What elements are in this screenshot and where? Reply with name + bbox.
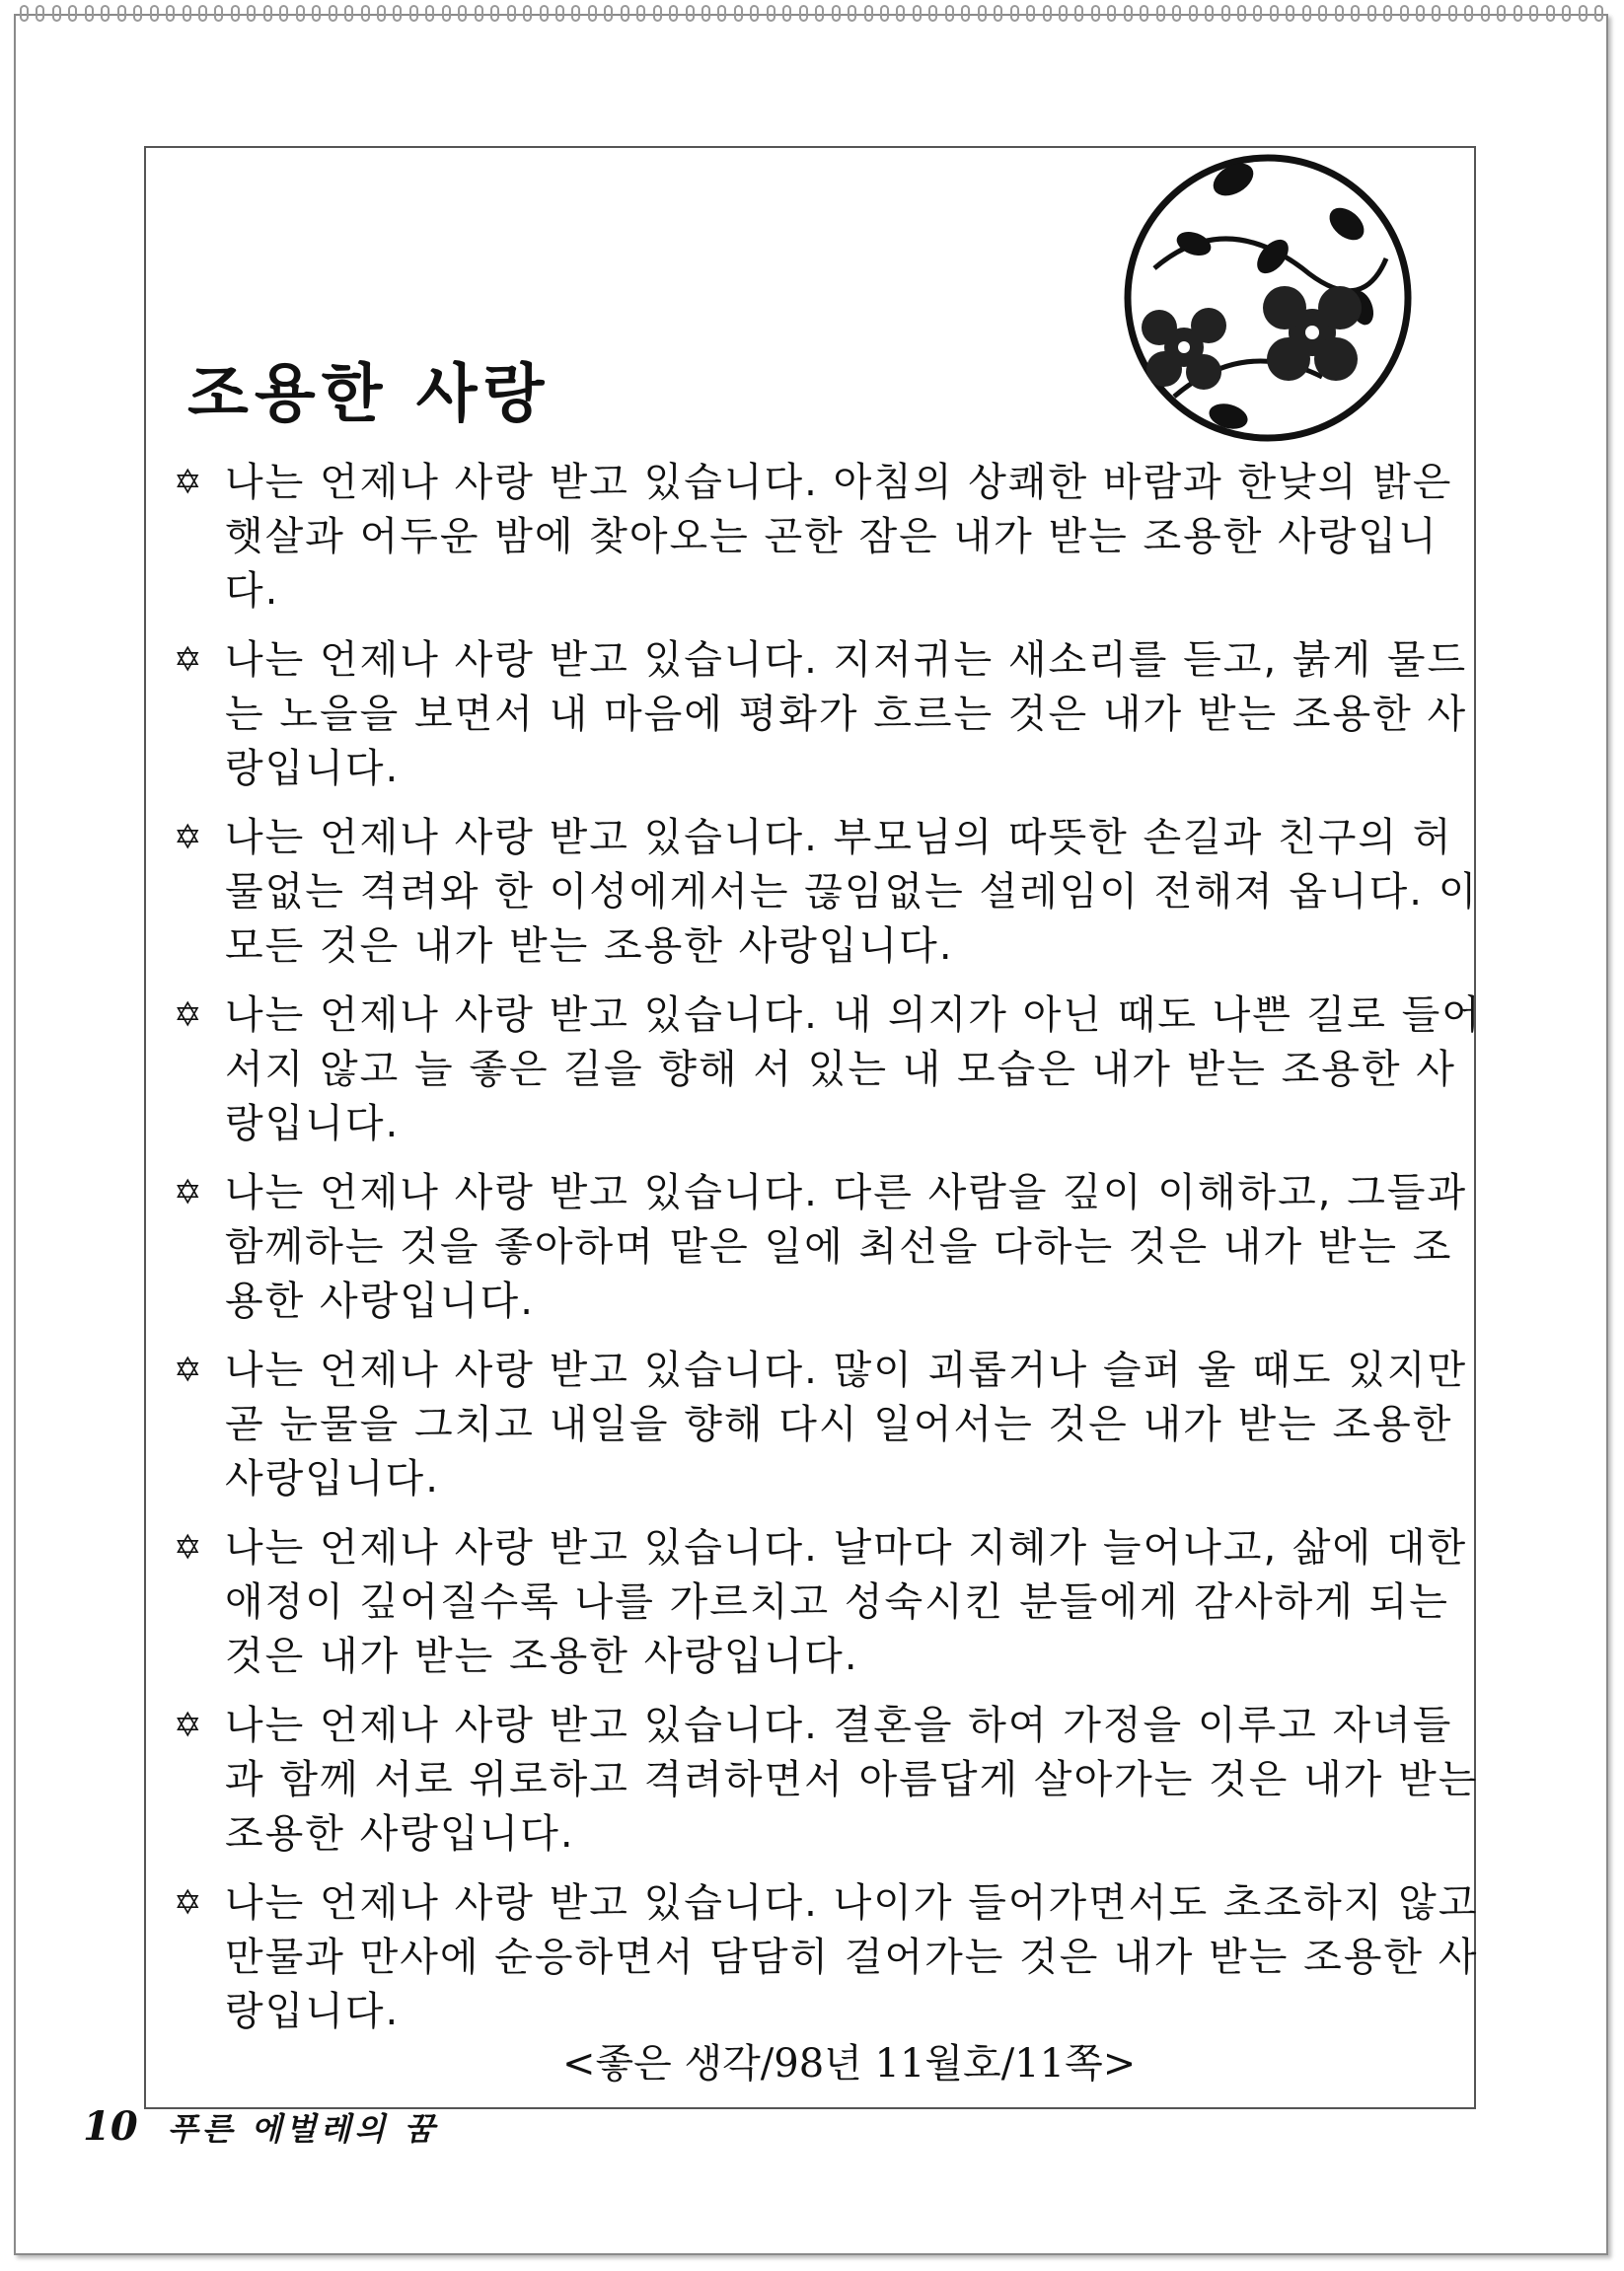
star-bullet-icon: ✡: [174, 818, 204, 857]
list-item: [174, 1344, 1486, 1521]
star-bullet-icon: ✡: [174, 1351, 204, 1390]
list-item: [174, 989, 1486, 1166]
page-number: 10: [83, 2103, 138, 2150]
star-bullet-icon: ✡: [174, 463, 204, 502]
spiral-binding: [20, 0, 1604, 26]
star-bullet-icon: ✡: [174, 1883, 204, 1923]
list-item: [174, 1521, 1486, 1699]
book-title: 푸른 에벌레의 꿈: [167, 2110, 439, 2148]
star-bullet-icon: ✡: [174, 640, 204, 680]
paragraph-list: [174, 456, 1486, 2054]
paragraph-text: 나는 언제나 사랑 받고 있습니다. 다른 사람을 깊이 이해하고, 그들과 함께하는 것을 좋아하며 맡은 일에 최선을 다하는 것은 내가 받는 조용한 사랑입니다.: [225, 1170, 1468, 1324]
list-item: [174, 1876, 1486, 2054]
star-bullet-icon: ✡: [174, 1173, 204, 1212]
star-bullet-icon: ✡: [174, 1528, 204, 1568]
list-item: [174, 633, 1486, 811]
list-item: [174, 1166, 1486, 1344]
citation: <좋은 생각/98년 11월호/11쪽>: [562, 2041, 1137, 2087]
paragraph-text: 나는 언제나 사랑 받고 있습니다. 내 의지가 아닌 때도 나쁜 길로 들어서지 않고 늘 좋은 길을 향해 서 있는 내 모습은 내가 받는 조용한 사랑입니다.: [225, 992, 1482, 1146]
paragraph-text: 나는 언제나 사랑 받고 있습니다. 나이가 들어가면서도 초조하지 않고 만물과 만사에 순응하면서 담담히 걸어가는 것은 내가 받는 조용한 사랑입니다.: [225, 1880, 1479, 2034]
paragraph-text: 나는 언제나 사랑 받고 있습니다. 많이 괴롭거나 슬퍼 울 때도 있지만 곧 눈물을 그치고 내일을 향해 다시 일어서는 것은 내가 받는 조용한 사랑입니다.: [225, 1348, 1468, 1502]
page-footer: [83, 2103, 438, 2150]
paragraph-text: 나는 언제나 사랑 받고 있습니다. 지저귀는 새소리를 듣고, 붉게 물드는 노을을 보면서 내 마음에 평화가 흐르는 것은 내가 받는 조용한 사랑입니다.: [225, 637, 1468, 791]
paragraph-text: 나는 언제나 사랑 받고 있습니다. 결혼을 하여 가정을 이루고 자녀들과 함께 서로 위로하고 격려하면서 아름답게 살아가는 것은 내가 받는 조용한 사랑입니다.: [225, 1703, 1479, 1857]
star-bullet-icon: ✡: [174, 1706, 204, 1745]
paragraph-text: 나는 언제나 사랑 받고 있습니다. 부모님의 따뜻한 손길과 친구의 허물없는 격려와 한 이성에게서는 끊임없는 설레임이 전해져 옵니다. 이 모든 것은 내가 받는 조용한 사랑입니다.: [225, 815, 1479, 969]
flower-illustration: [1115, 150, 1421, 446]
list-item: [174, 811, 1486, 989]
star-bullet-icon: ✡: [174, 995, 204, 1035]
paragraph-text: 나는 언제나 사랑 받고 있습니다. 날마다 지혜가 늘어나고, 삶에 대한 애정이 깊어질수록 나를 가르치고 성숙시킨 분들에게 감사하게 되는 것은 내가 받는 조용한 사랑입니다.: [225, 1525, 1468, 1679]
list-item: [174, 1699, 1486, 1876]
list-item: [174, 456, 1486, 633]
article-title: 조용한 사랑: [187, 358, 551, 431]
paragraph-text: 나는 언제나 사랑 받고 있습니다. 아침의 상쾌한 바람과 한낮의 밝은 햇살과 어두운 밤에 찾아오는 곤한 잠은 내가 받는 조용한 사랑입니다.: [225, 460, 1453, 614]
